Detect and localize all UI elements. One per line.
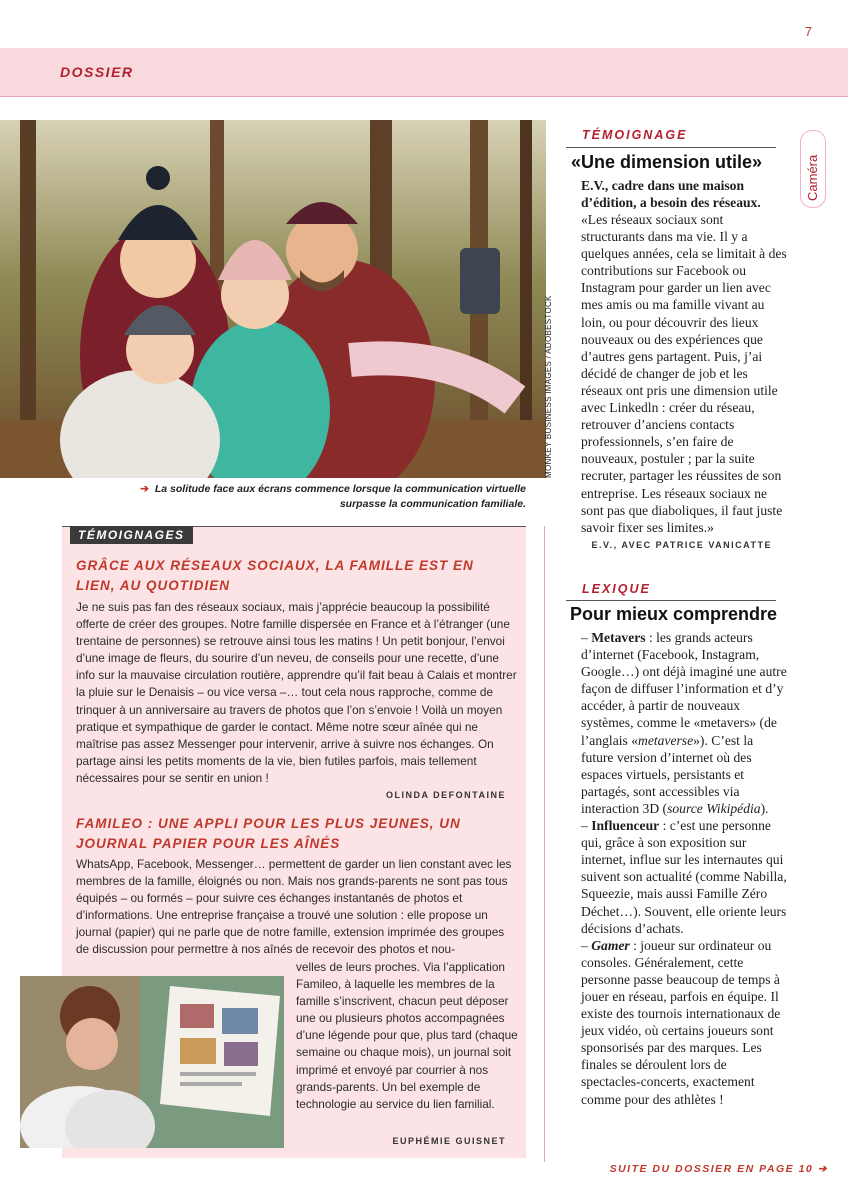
caption-arrow-icon: ➔ <box>140 483 149 495</box>
article1-signature: OLINDA DEFONTAINE <box>386 790 506 800</box>
temoignage-tag-rule <box>566 147 776 148</box>
term-gamer: Gamer <box>591 937 630 953</box>
caption-text: La solitude face aux écrans commence lorsque la communication virtuelle surpasse la communication familiale. <box>154 483 526 510</box>
column-divider <box>544 526 545 1162</box>
term-metavers: Metavers <box>591 630 646 645</box>
article1-body: Je ne suis pas fan des réseaux sociaux, mais j’apprécie beaucoup la possibilité offerte de créer des groupes. Notre famille dispersée en France et à l’étranger (une trentaine de personnes) se retrouve ainsi tous les matins ! Un petit bonjour, l’envoi d’une image de fleurs, du sourire d’un neveu, de conseils pour une recette, d’une info sur la mauvaise circulation routière, apprendre qu’il fait beau à Calais et montrer la pluie sur le Denaisis – ou vice versa –… tout cela nous rapproche, comme de trinquer à un anniversaire au travers de photos que l’on s’envoie ! Voilà un moyen pratique et sympathique de garder le contact. Même notre sœur aînée qui ne maîtrise pas assez Messenger pour intervenir, arrive à suivre nos échanges. On partage ainsi les petits moments de la vie, bien futiles parfois, mais tellement nécessaires pour se sentir en union ! <box>76 600 517 785</box>
entry-text3: ). <box>760 800 769 816</box>
term-influenceur: Influenceur <box>591 818 660 834</box>
lexique-entry-metavers <box>581 629 787 817</box>
entry-text: : les grands acteurs d’internet (Facebook, Instagram, Google…) ont déjà imaginé une autre façon de diffuser l’information et d’y accéder, à partir de nouveaux systèmes, comme le «metavers» (de l’anglais « <box>581 630 787 748</box>
article1-heading: GRÂCE AUX RÉSEAUX SOCIAUX, LA FAMILLE EST EN LIEN, AU QUOTIDIEN <box>76 558 474 593</box>
photo-caption <box>140 482 526 512</box>
arrow-right-icon: ➔ <box>817 1163 828 1175</box>
temoignage-title: «Une dimension utile» <box>571 152 763 172</box>
entry-text2: »). C’est la future version d’internet où des espaces virtuels, persistants et partagés, sont accessibles via interaction 3D ( <box>581 732 754 816</box>
article2-body-bottom: velles de leurs proches. Via l’application Famileo, à laquelle les membres de la famille s’inscrivent, chacun peut déposer une ou plusieurs photos accompagnées d’une légende pour que, plus tard (chaque semaine ou chaque mois), un journal soit imprimé et envoyé par courrier à nos grands-parents. Un bel exemple de technologie au service du lien familial. <box>296 960 518 1111</box>
lexique-title: Pour mieux comprendre <box>570 604 778 624</box>
continued-link[interactable] <box>610 1163 828 1175</box>
camera-badge <box>800 130 826 208</box>
entry-text: : c’est une personne qui, grâce à son exposition sur internet, influe sur les internautes qui suivent son actualité (comme Nabilla, Squeezie, mais aussi Famille Zéro Déchet…). Souvent, elle oriente leurs décisions d’achats. <box>581 818 787 936</box>
page-number: 7 <box>804 24 812 39</box>
entry-dash: – <box>581 818 588 834</box>
entry-dash: – <box>581 630 588 645</box>
photo-credit <box>544 295 558 478</box>
lexique-tag-rule <box>566 600 776 601</box>
grandmother-journal-photo <box>20 976 284 1148</box>
lexique-entry-influenceur <box>581 817 787 937</box>
lexique-tag: LEXIQUE <box>582 582 651 596</box>
temoignage-signature: E.V., AVEC PATRICE VANICATTE <box>591 540 772 550</box>
lexique-entry-gamer <box>581 937 787 1108</box>
temoignage-tag: TÉMOIGNAGE <box>582 128 688 142</box>
article2-signature: EUPHÉMIE GUISNET <box>392 1136 506 1146</box>
temoignage-body: «Les réseaux sociaux sont structurants dans ma vie. Il y a quelques années, cela se limitait à des contributions sur Facebook ou Instagram pour garder un lien avec mes amis ou ma famille vivant au loin, ou pour découvrir des lieux nouveaux ou des expériences que d’autres gens partagent. Puis, j’ai décidé de changer de job et les réseaux ont pris une dimension utile avec Linkedln : créer du réseau, retrouver d’anciens contacts professionnels, s’en faire de nouveaux, postuler ; par la suite recruter, partager les réussites de son entreprise. Les réseaux sociaux ne sont pas que diaboliques, il faut juste savoir fixer ses limites.» <box>581 212 787 535</box>
temoignages-tag: TÉMOIGNAGES <box>70 526 193 544</box>
photo-credit-text: MONKEY BUSINESS IMAGES / ADOBESTOCK <box>544 295 553 478</box>
family-selfie-photo <box>0 120 546 478</box>
article2-heading: FAMILEO : UNE APPLI POUR LES PLUS JEUNES, UN JOURNAL PAPIER POUR LES AÎNÉS <box>76 816 461 851</box>
entry-italic2: source Wikipédia <box>667 800 761 816</box>
lexique-list <box>581 629 787 1108</box>
entry-italic: metaverse <box>638 732 694 748</box>
entry-text: : joueur sur ordinateur ou consoles. Généralement, cette personne passe beaucoup de temps à jouer en réseau, parfois en équipe. Il existe des tournois internationaux de jeux vidéo, où certains joueurs sont sponsorisés par des marques. Les finales se déroulent lors de spectacles-concerts, exactement comme pour des athlètes ! <box>581 937 781 1107</box>
article2-body-top: WhatsApp, Facebook, Messenger… permettent de garder un lien constant avec les membres de la famille, éloignés ou non. Mais nos grands-parents ne sont pas tous équipés – ou formés – pour suivre ces échanges instantanés de photos et d’informations. Une entreprise française a trouvé une solution : elle propose un journal (papier) qui ne parle que de notre famille, extension imprimée des groupes de discussion pour permettre à nos aînés de recevoir des photos et nou- <box>76 857 512 957</box>
section-label: DOSSIER <box>60 64 134 80</box>
temoignage-lead: E.V., cadre dans une maison d’édition, a besoin des réseaux. <box>581 178 761 211</box>
camera-badge-label: Caméra <box>805 154 820 201</box>
continued-text: SUITE DU DOSSIER EN PAGE 10 <box>609 1163 814 1175</box>
entry-dash: – <box>581 937 588 953</box>
